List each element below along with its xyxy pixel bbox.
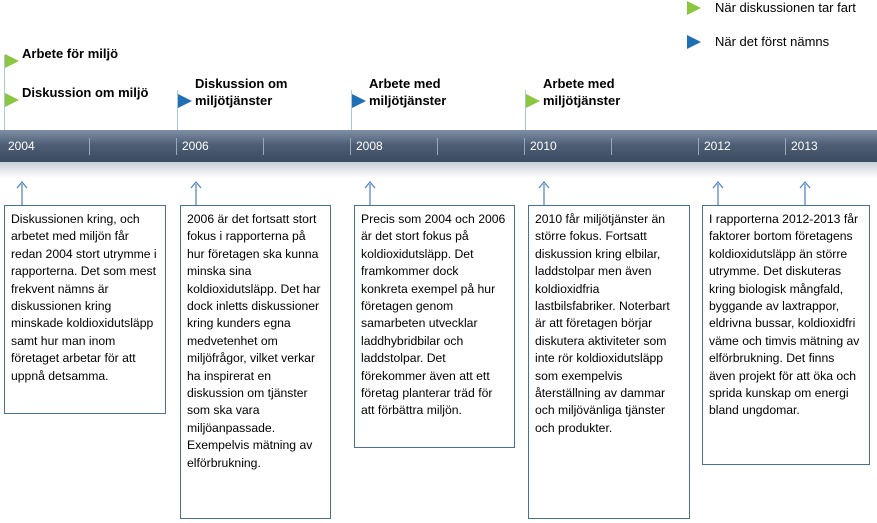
year-2013: 2013 (791, 139, 818, 153)
year-2010: 2010 (530, 139, 557, 153)
year-2008: 2008 (356, 139, 383, 153)
timeline-tick (176, 138, 177, 155)
flag-label-2010: Arbete med miljötjänster (543, 76, 621, 108)
flag-label-2004-forst: Diskussion om miljö (22, 85, 149, 100)
year-2004: 2004 (8, 139, 35, 153)
timeline-bar (0, 130, 877, 162)
up-arrow-icon (16, 180, 28, 206)
timeline-tick (524, 138, 525, 155)
green-flag-icon (526, 94, 540, 108)
timeline-tick (785, 138, 786, 155)
legend-forst (687, 34, 829, 49)
blue-flag-icon (687, 35, 701, 49)
green-flag-icon (5, 93, 19, 107)
note-2012-2013: I rapporterna 2012-2013 får faktorer bortom företagens koldioxidutsläpp än större utrymme. Det diskuteras kring biologisk mångfald, byggande av laxtrappor, eldrivna bussar, koldioxidfri väme och timvis mätning av elförbrukning. Det finns även projekt för att öka och sprida kunskap om energi bland ungdomar. (702, 205, 870, 465)
year-2006: 2006 (182, 139, 209, 153)
blue-flag-icon (178, 94, 192, 108)
timeline-bar-shadow (0, 162, 877, 178)
note-2006: 2006 är det fortsatt stort fokus i rapporterna på hur företagen ska kunna minska sina koldioxidutsläpp. Det har dock inletts diskussioner kring kunders egna medvetenhet om miljöfrågor, vilket verkar ha inspirerat en diskussion om tjänster som ska vara miljöanpassade. Exempelvis mätning av elförbrukning. (180, 205, 331, 519)
up-arrow-icon (364, 180, 376, 206)
up-arrow-icon (712, 180, 724, 206)
legend-fart-label: När diskussionen tar fart (715, 0, 856, 15)
note-2004: Diskussionen kring, och arbetet med miljön får redan 2004 stort utrymme i rapporterna. Det som mest frekvent nämns är diskussionen kring minskade koldioxidutsläpp samt hur man inom företaget arbetar för att uppnå detsamma. (4, 205, 166, 414)
note-2010: 2010 får miljötjänster än större fokus. Fortsatt diskussion kring elbilar, laddstolpar men även koldioxidfria lastbilsfabriker. Noterbart är att företagen börjar diskutera aktiviteter som inte rör koldioxidutsläpp som exempelvis återställning av dammar och miljövänliga tjänster och produkter. (528, 205, 690, 519)
green-flag-icon (5, 54, 19, 68)
timeline-tick (350, 138, 351, 155)
legend-forst-label: När det först nämns (715, 34, 830, 49)
flag-label-2006: Diskussion om miljötjänster (195, 76, 288, 108)
timeline-tick (698, 138, 699, 155)
timeline-tick (263, 138, 264, 155)
legend-fart (687, 0, 856, 15)
timeline-tick (89, 138, 90, 155)
timeline-tick (437, 138, 438, 155)
blue-flag-icon (352, 94, 366, 108)
flag-label-2008: Arbete med miljötjänster (369, 76, 447, 108)
up-arrow-icon (538, 180, 550, 206)
flag-label-2004-fart: Arbete för miljö (22, 46, 119, 61)
up-arrow-icon (190, 180, 202, 206)
note-2008: Precis som 2004 och 2006 är det stort fokus på koldioxidutsläpp. Det framkommer dock konkreta exempel på hur företagen genom samarbeten utvecklar laddhybridbilar och laddstolpar. Det förekommer även att ett företag planterar träd för att förbättra miljön. (354, 205, 515, 448)
timeline-tick (611, 138, 612, 155)
year-2012: 2012 (704, 139, 731, 153)
up-arrow-icon (799, 180, 811, 206)
green-flag-icon (687, 1, 701, 15)
